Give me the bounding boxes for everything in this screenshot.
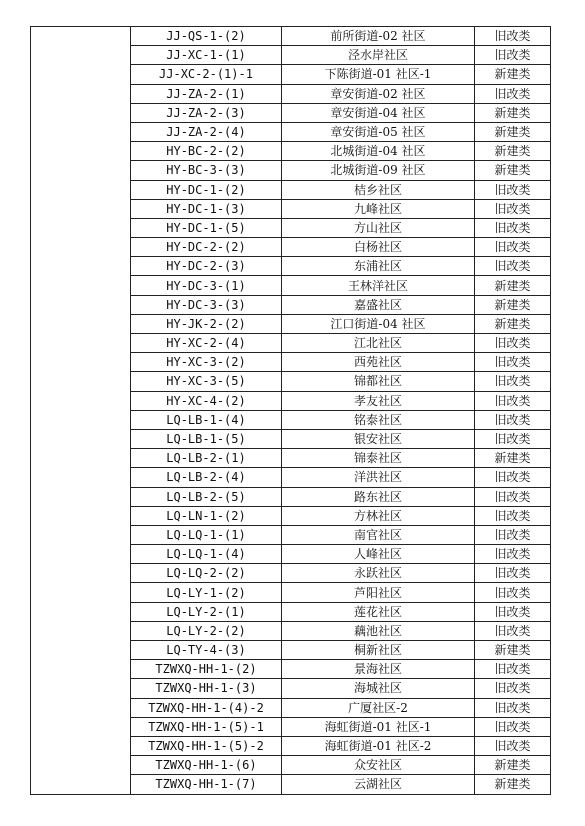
category-cell: 旧改类 bbox=[475, 564, 551, 583]
community-name-cell: 海虹街道-01 社区-1 bbox=[282, 717, 475, 736]
code-cell: TZWXQ-HH-1-(7) bbox=[131, 775, 282, 794]
code-cell: JJ-ZA-2-(3) bbox=[131, 103, 282, 122]
category-cell: 旧改类 bbox=[475, 621, 551, 640]
community-name-cell: 桔乡社区 bbox=[282, 180, 475, 199]
code-cell: HY-DC-3-(3) bbox=[131, 295, 282, 314]
community-name-cell: 白杨社区 bbox=[282, 238, 475, 257]
code-cell: HY-DC-2-(3) bbox=[131, 257, 282, 276]
category-cell: 旧改类 bbox=[475, 583, 551, 602]
category-cell: 新建类 bbox=[475, 775, 551, 794]
code-cell: HY-DC-3-(1) bbox=[131, 276, 282, 295]
code-cell: LQ-LY-2-(2) bbox=[131, 621, 282, 640]
category-cell: 新建类 bbox=[475, 103, 551, 122]
community-name-cell: 章安街道-05 社区 bbox=[282, 122, 475, 141]
category-cell: 新建类 bbox=[475, 756, 551, 775]
category-cell: 新建类 bbox=[475, 122, 551, 141]
code-cell: TZWXQ-HH-1-(5)-1 bbox=[131, 717, 282, 736]
community-name-cell: 嘉盛社区 bbox=[282, 295, 475, 314]
code-cell: HY-BC-3-(3) bbox=[131, 161, 282, 180]
code-cell: LQ-LB-2-(4) bbox=[131, 468, 282, 487]
category-cell: 新建类 bbox=[475, 276, 551, 295]
category-cell: 新建类 bbox=[475, 641, 551, 660]
code-cell: LQ-LQ-1-(1) bbox=[131, 525, 282, 544]
category-cell: 新建类 bbox=[475, 449, 551, 468]
code-cell: TZWXQ-HH-1-(6) bbox=[131, 756, 282, 775]
community-name-cell: 九峰社区 bbox=[282, 199, 475, 218]
code-cell: HY-JK-2-(2) bbox=[131, 314, 282, 333]
category-cell: 旧改类 bbox=[475, 46, 551, 65]
category-cell: 旧改类 bbox=[475, 679, 551, 698]
code-cell: HY-XC-2-(4) bbox=[131, 334, 282, 353]
code-cell: LQ-LQ-2-(2) bbox=[131, 564, 282, 583]
community-name-cell: 桐新社区 bbox=[282, 641, 475, 660]
code-cell: JJ-ZA-2-(4) bbox=[131, 122, 282, 141]
community-name-cell: 北城街道-09 社区 bbox=[282, 161, 475, 180]
community-name-cell: 众安社区 bbox=[282, 756, 475, 775]
category-cell: 旧改类 bbox=[475, 199, 551, 218]
category-cell: 旧改类 bbox=[475, 468, 551, 487]
code-cell: LQ-LB-1-(5) bbox=[131, 429, 282, 448]
community-name-cell: 章安街道-02 社区 bbox=[282, 84, 475, 103]
code-cell: LQ-TY-4-(3) bbox=[131, 641, 282, 660]
code-cell: LQ-LB-2-(5) bbox=[131, 487, 282, 506]
code-cell: JJ-QS-1-(2) bbox=[131, 27, 282, 46]
community-name-cell: 南官社区 bbox=[282, 525, 475, 544]
community-name-cell: 永跃社区 bbox=[282, 564, 475, 583]
document-page bbox=[30, 26, 548, 795]
category-cell: 旧改类 bbox=[475, 717, 551, 736]
category-cell: 旧改类 bbox=[475, 391, 551, 410]
code-cell: LQ-LQ-1-(4) bbox=[131, 545, 282, 564]
community-name-cell: 锦都社区 bbox=[282, 372, 475, 391]
code-cell: JJ-XC-1-(1) bbox=[131, 46, 282, 65]
merged-region-cell bbox=[31, 27, 131, 795]
community-name-cell: 孝友社区 bbox=[282, 391, 475, 410]
category-cell: 新建类 bbox=[475, 65, 551, 84]
community-name-cell: 藕池社区 bbox=[282, 621, 475, 640]
code-cell: HY-DC-1-(2) bbox=[131, 180, 282, 199]
table-body bbox=[31, 27, 551, 795]
code-cell: TZWXQ-HH-1-(5)-2 bbox=[131, 736, 282, 755]
category-cell: 旧改类 bbox=[475, 84, 551, 103]
community-name-cell: 海虹街道-01 社区-2 bbox=[282, 736, 475, 755]
community-name-cell: 西苑社区 bbox=[282, 353, 475, 372]
code-cell: LQ-LY-2-(1) bbox=[131, 602, 282, 621]
code-cell: LQ-LB-2-(1) bbox=[131, 449, 282, 468]
category-cell: 旧改类 bbox=[475, 218, 551, 237]
community-name-cell: 路东社区 bbox=[282, 487, 475, 506]
community-name-cell: 方山社区 bbox=[282, 218, 475, 237]
code-cell: JJ-ZA-2-(1) bbox=[131, 84, 282, 103]
category-cell: 旧改类 bbox=[475, 487, 551, 506]
community-name-cell: 东浦社区 bbox=[282, 257, 475, 276]
code-cell: LQ-LY-1-(2) bbox=[131, 583, 282, 602]
community-name-cell: 云湖社区 bbox=[282, 775, 475, 794]
community-name-cell: 前所街道-02 社区 bbox=[282, 27, 475, 46]
community-name-cell: 广厦社区-2 bbox=[282, 698, 475, 717]
code-cell: TZWXQ-HH-1-(4)-2 bbox=[131, 698, 282, 717]
code-cell: HY-XC-3-(2) bbox=[131, 353, 282, 372]
code-cell: HY-DC-2-(2) bbox=[131, 238, 282, 257]
community-name-cell: 银安社区 bbox=[282, 429, 475, 448]
category-cell: 旧改类 bbox=[475, 257, 551, 276]
code-cell: TZWXQ-HH-1-(2) bbox=[131, 660, 282, 679]
code-cell: TZWXQ-HH-1-(3) bbox=[131, 679, 282, 698]
community-name-cell: 江口街道-04 社区 bbox=[282, 314, 475, 333]
community-name-cell: 芦阳社区 bbox=[282, 583, 475, 602]
category-cell: 旧改类 bbox=[475, 545, 551, 564]
community-name-cell: 下陈街道-01 社区-1 bbox=[282, 65, 475, 84]
category-cell: 旧改类 bbox=[475, 506, 551, 525]
community-name-cell: 景海社区 bbox=[282, 660, 475, 679]
community-name-cell: 北城街道-04 社区 bbox=[282, 142, 475, 161]
community-table bbox=[30, 26, 551, 795]
community-name-cell: 人峰社区 bbox=[282, 545, 475, 564]
community-name-cell: 章安街道-04 社区 bbox=[282, 103, 475, 122]
category-cell: 旧改类 bbox=[475, 353, 551, 372]
community-name-cell: 泾水岸社区 bbox=[282, 46, 475, 65]
code-cell: HY-BC-2-(2) bbox=[131, 142, 282, 161]
code-cell: JJ-XC-2-(1)-1 bbox=[131, 65, 282, 84]
community-name-cell: 江北社区 bbox=[282, 334, 475, 353]
code-cell: LQ-LN-1-(2) bbox=[131, 506, 282, 525]
community-name-cell: 锦泰社区 bbox=[282, 449, 475, 468]
community-name-cell: 铭泰社区 bbox=[282, 410, 475, 429]
category-cell: 新建类 bbox=[475, 161, 551, 180]
table-row bbox=[31, 27, 551, 46]
category-cell: 旧改类 bbox=[475, 238, 551, 257]
community-name-cell: 海城社区 bbox=[282, 679, 475, 698]
community-name-cell: 莲花社区 bbox=[282, 602, 475, 621]
category-cell: 新建类 bbox=[475, 142, 551, 161]
category-cell: 旧改类 bbox=[475, 736, 551, 755]
category-cell: 旧改类 bbox=[475, 410, 551, 429]
category-cell: 旧改类 bbox=[475, 602, 551, 621]
category-cell: 旧改类 bbox=[475, 429, 551, 448]
community-name-cell: 洋洪社区 bbox=[282, 468, 475, 487]
community-name-cell: 方林社区 bbox=[282, 506, 475, 525]
category-cell: 旧改类 bbox=[475, 334, 551, 353]
code-cell: LQ-LB-1-(4) bbox=[131, 410, 282, 429]
category-cell: 新建类 bbox=[475, 295, 551, 314]
category-cell: 旧改类 bbox=[475, 27, 551, 46]
category-cell: 新建类 bbox=[475, 314, 551, 333]
category-cell: 旧改类 bbox=[475, 180, 551, 199]
code-cell: HY-XC-4-(2) bbox=[131, 391, 282, 410]
category-cell: 旧改类 bbox=[475, 698, 551, 717]
category-cell: 旧改类 bbox=[475, 525, 551, 544]
category-cell: 旧改类 bbox=[475, 372, 551, 391]
category-cell: 旧改类 bbox=[475, 660, 551, 679]
code-cell: HY-DC-1-(3) bbox=[131, 199, 282, 218]
code-cell: HY-DC-1-(5) bbox=[131, 218, 282, 237]
code-cell: HY-XC-3-(5) bbox=[131, 372, 282, 391]
community-name-cell: 王林洋社区 bbox=[282, 276, 475, 295]
